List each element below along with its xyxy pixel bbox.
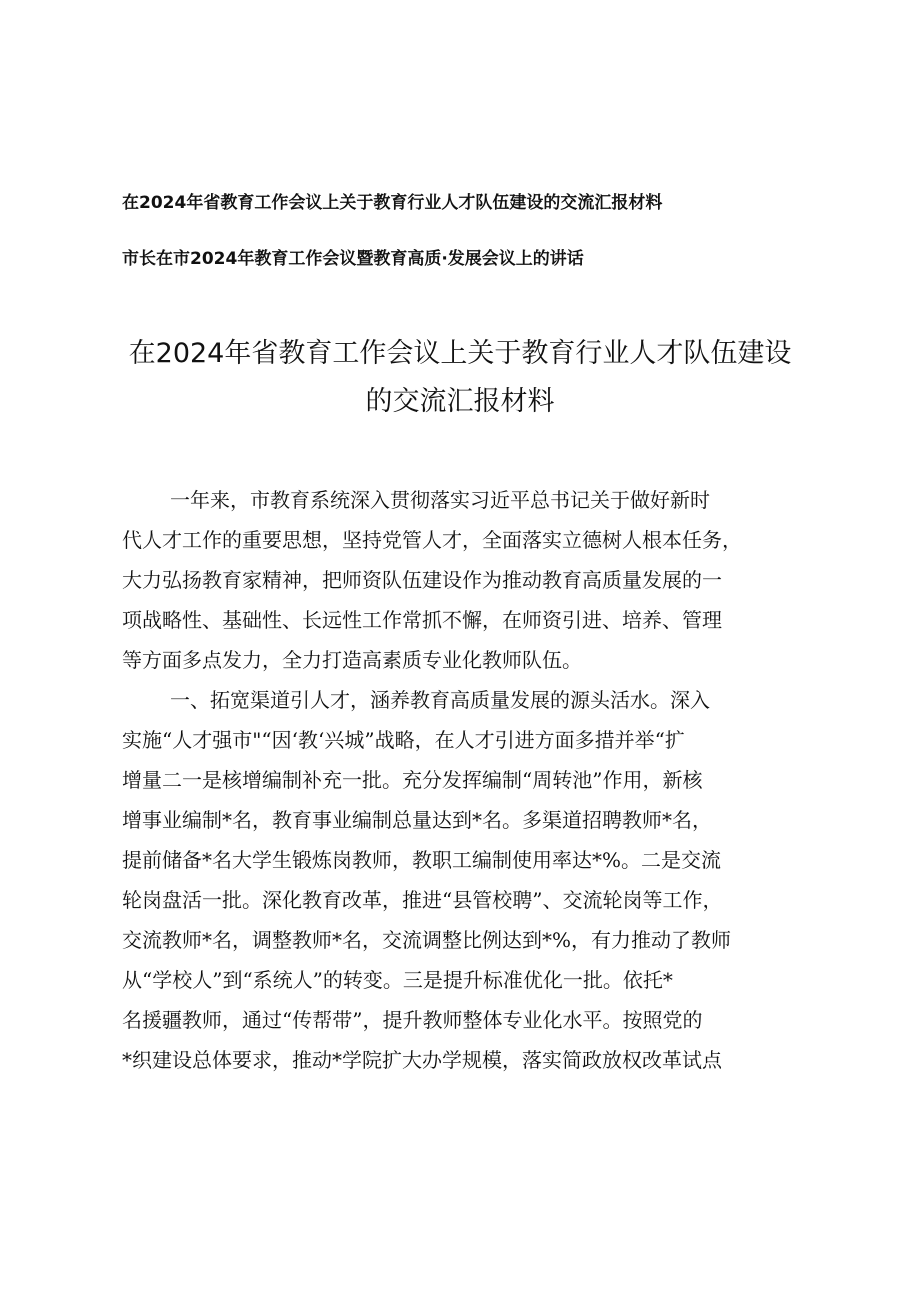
paragraph-line: 增量二一是核增编制补充一批。充分发挥编制“周转池”作用，新核 (122, 768, 703, 792)
paragraph-line: 从“学校人”到“系统人”的转变。三是提升标准优化一批。依托* (122, 968, 673, 992)
paragraph-line: 一年来，市教育系统深入贯彻落实习近平总书记关于做好新时 (170, 488, 710, 512)
document-title (80, 330, 840, 426)
paragraph-line: 一、拓宽渠道引人才，涵养教育高质量发展的源头活水。深入 (170, 688, 710, 712)
paragraph-line: 等方面多点发力，全力打造高素质专业化教师队伍。 (122, 648, 582, 672)
paragraph-line: 增事业编制*名，教育事业编制总量达到*名。多渠道招聘教师*名， (122, 808, 712, 832)
paragraph-line: 名援疆教师，通过“传帮带”，提升教师整体专业化水平。按照党的 (122, 1008, 703, 1032)
toc-item-1[interactable]: 在2024年省教育工作会议上关于教育行业人才队伍建设的交流汇报材料 (122, 193, 663, 213)
document-body (122, 480, 822, 1080)
paragraph-line: 轮岗盘活一批。深化教育改革，推进“县管校聘”、交流轮岗等工作， (122, 888, 723, 912)
toc-item-2[interactable]: 市长在市2024年教育工作会议暨教育高质·发展会议上的讲话 (122, 249, 584, 269)
title-line-1: 在2024年省教育工作会议上关于教育行业人才队伍建设 (128, 338, 792, 369)
paragraph-line: 提前储备*名大学生锻炼岗教师，教职工编制使用率达*%。二是交流 (122, 848, 722, 872)
paragraph-line: 代人才工作的重要思想，坚持党管人才，全面落实立德树人根本任务， (122, 528, 742, 552)
paragraph-line: 项战略性、基础性、长远性工作常抓不懈，在师资引进、培养、管理 (122, 608, 722, 632)
paragraph-line: 大力弘扬教育家精神，把师资队伍建设作为推动教育高质量发展的一 (122, 568, 722, 592)
paragraph-line: 交流教师*名，调整教师*名，交流调整比例达到*%，有力推动了教师 (122, 928, 732, 952)
paragraph-line: *织建设总体要求，推动*学院扩大办学规模，落实简政放权改革试点 (122, 1048, 722, 1072)
table-of-contents (122, 190, 842, 272)
paragraph-line: 实施“人才强市"“因‘教‘兴城”战略，在人才引进方面多措并举“扩 (122, 728, 685, 752)
title-line-2: 的交流汇报材料 (365, 386, 555, 417)
